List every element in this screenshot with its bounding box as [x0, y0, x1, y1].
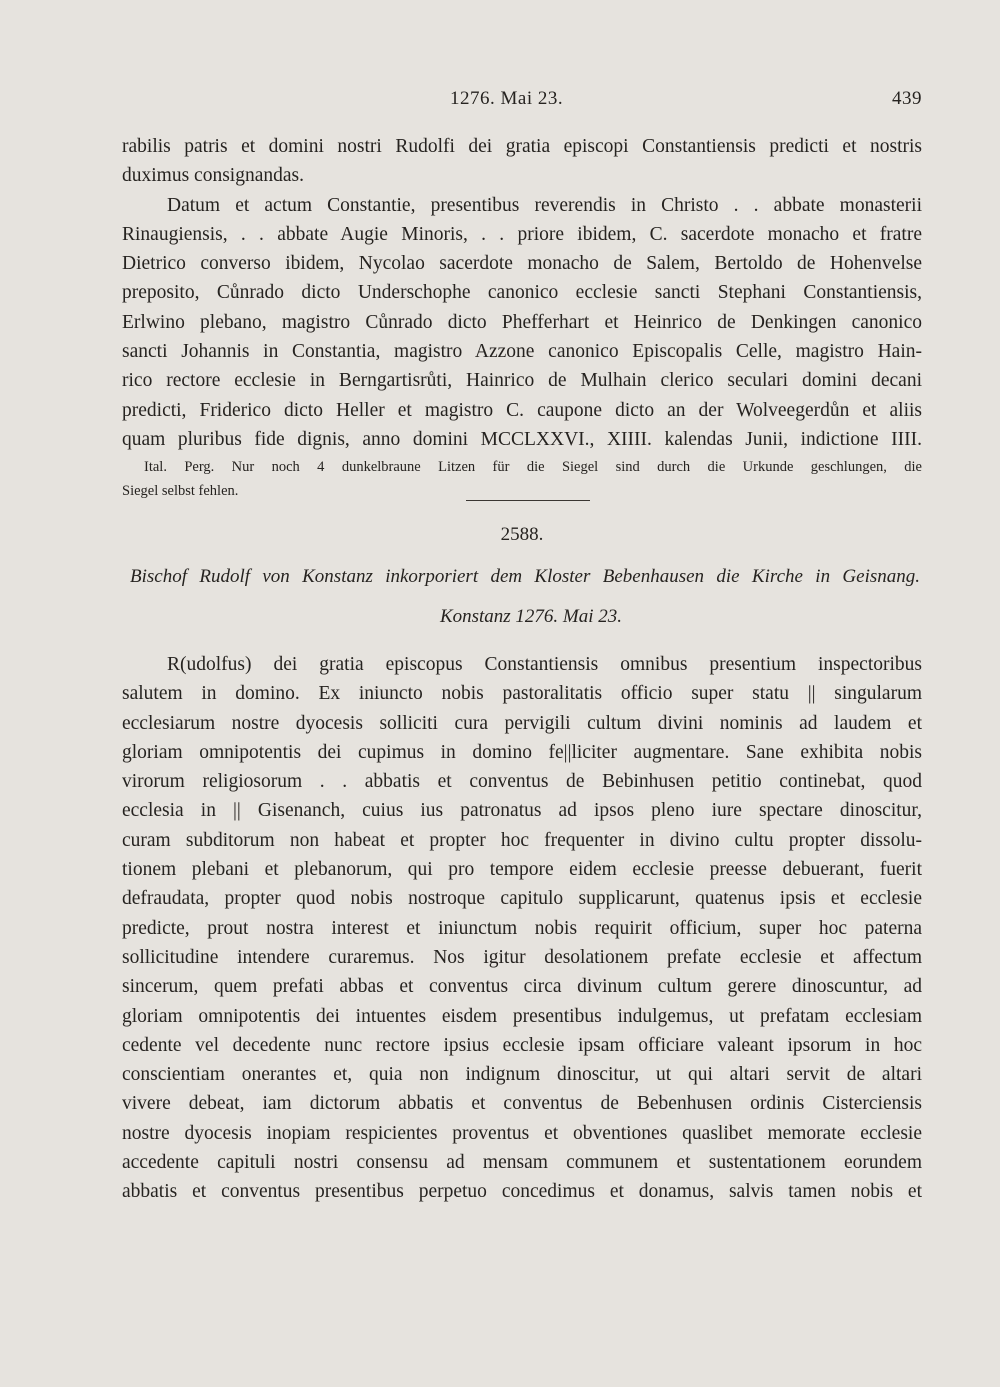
- text-line: rico rectore ecclesie in Berngartisrůti, Hainrico de Mulhain clerico seculari domini decani: [122, 370, 922, 392]
- text-line: preposito, Cůnrado dicto Underschophe canonico ecclesie sancti Stephani Constantiensis,: [122, 282, 922, 304]
- text-line: sollicitudine intendere curaremus. Nos igitur desolationem prefate ecclesie et affectum: [122, 946, 922, 968]
- text-line: duximus consignandas.: [122, 165, 304, 187]
- text-line: Rinaugiensis, . . abbate Augie Minoris, . . priore ibidem, C. sacerdote monacho et fratre: [122, 223, 922, 245]
- text-line: rabilis patris et domini nostri Rudolfi dei gratia episcopi Constantiensis predicti et nostris: [122, 136, 922, 157]
- text-line: abbatis et conventus presentibus perpetuo concedimus et donamus, salvis tamen nobis et: [122, 1181, 922, 1203]
- text-line: defraudata, propter quod nobis nostroque capitulo supplicarunt, quatenus ipsis et ecclesie: [122, 888, 922, 910]
- text-line: predicte, prout nostra interest et iniunctum nobis requirit officium, super hoc paterna: [122, 917, 922, 939]
- text-line: ecclesiarum nostre dyocesis solliciti cura pervigili cultum divini nominis ad laudem et: [122, 712, 922, 734]
- text-line: vivere debeat, iam dictorum abbatis et conventus de Bebenhusen ordinis Cisterciensis: [122, 1093, 922, 1115]
- text-line: conscientiam onerantes et, quia non indignum dinoscitur, ut qui altari servit de altari: [122, 1064, 922, 1086]
- text-line: gloriam omnipotentis dei intuentes eisdem presentibus indulgemus, ut prefatam ecclesiam: [122, 1005, 922, 1027]
- text-line: Datum et actum Constantie, presentibus reverendis in Christo . . abbate monasterii: [167, 194, 922, 216]
- text-line: sancti Johannis in Constantia, magistro Azzone canonico Episcopalis Celle, magistro Hain-: [122, 341, 922, 363]
- text-line: cedente vel decedente nunc rectore ipsius ecclesie ipsam officiare valeant ipsorum in hoc: [122, 1034, 922, 1056]
- running-header: [122, 88, 922, 118]
- text-line: accedente capituli nostri consensu ad mensam communem et sustentationem eorundem: [122, 1152, 922, 1174]
- section-divider: [466, 500, 590, 501]
- text-line: curam subditorum non habeat et propter hoc frequenter in divino cultu propter dissolu-: [122, 829, 922, 851]
- text-line: ecclesia in || Gisenanch, cuius ius patronatus ad ipsos pleno iure spectare dinoscitur,: [122, 800, 922, 822]
- previous-document-text: [122, 132, 922, 454]
- page-number: 439: [892, 88, 922, 109]
- text-line: Dietrico converso ibidem, Nycolao sacerdote monacho de Salem, Bertoldo de Hohenvelse: [122, 253, 922, 275]
- text-line: tionem plebani et plebanorum, qui pro tempore eidem ecclesie preesse debuerant, fuerit: [122, 859, 922, 881]
- text-line: sincerum, quem prefati abbas et conventus circa divinum cultum gerere dinoscuntur, ad: [122, 976, 922, 998]
- text-line: gloriam omnipotentis dei cupimus in domino fe||liciter augmentare. Sane exhibita nobis: [122, 741, 922, 763]
- note-line: Siegel selbst fehlen.: [122, 483, 239, 499]
- text-line: virorum religiosorum . . abbatis et conventus de Bebinhusen petitio continebat, quod: [122, 771, 922, 793]
- text-line: predicti, Friderico dicto Heller et magistro C. caupone dicto an der Wolveegerdůn et aliis: [122, 399, 922, 421]
- header-date: 1276. Mai 23.: [450, 88, 564, 109]
- document-regest: Bischof Rudolf von Konstanz inkorporiert dem Kloster Bebenhausen die Kirche in Geisnang.: [130, 566, 920, 587]
- document-number: 2588.: [500, 524, 544, 545]
- document-body: [122, 650, 922, 1207]
- source-note: [122, 455, 922, 503]
- text-line: R(udolfus) dei gratia episcopus Constantiensis omnibus presentium inspectoribus: [167, 654, 922, 675]
- text-line: nostre dyocesis inopiam respicientes proventus et obventiones quaslibet memorate ecclesie: [122, 1122, 922, 1144]
- text-line: Erlwino plebano, magistro Cůnrado dicto Phefferhart et Heinrico de Denkingen canonico: [122, 311, 922, 333]
- text-line: quam pluribus fide dignis, anno domini MCCLXXVI., XIIII. kalendas Junii, indictione IIII.: [122, 428, 922, 450]
- note-line: Ital. Perg. Nur noch 4 dunkelbraune Litzen für die Siegel sind durch die Urkunde geschlungen, die: [144, 459, 922, 475]
- text-line: salutem in domino. Ex iniuncto nobis pastoralitatis officio super statu || singularum: [122, 683, 922, 705]
- document-dateline: Konstanz 1276. Mai 23.: [439, 606, 623, 627]
